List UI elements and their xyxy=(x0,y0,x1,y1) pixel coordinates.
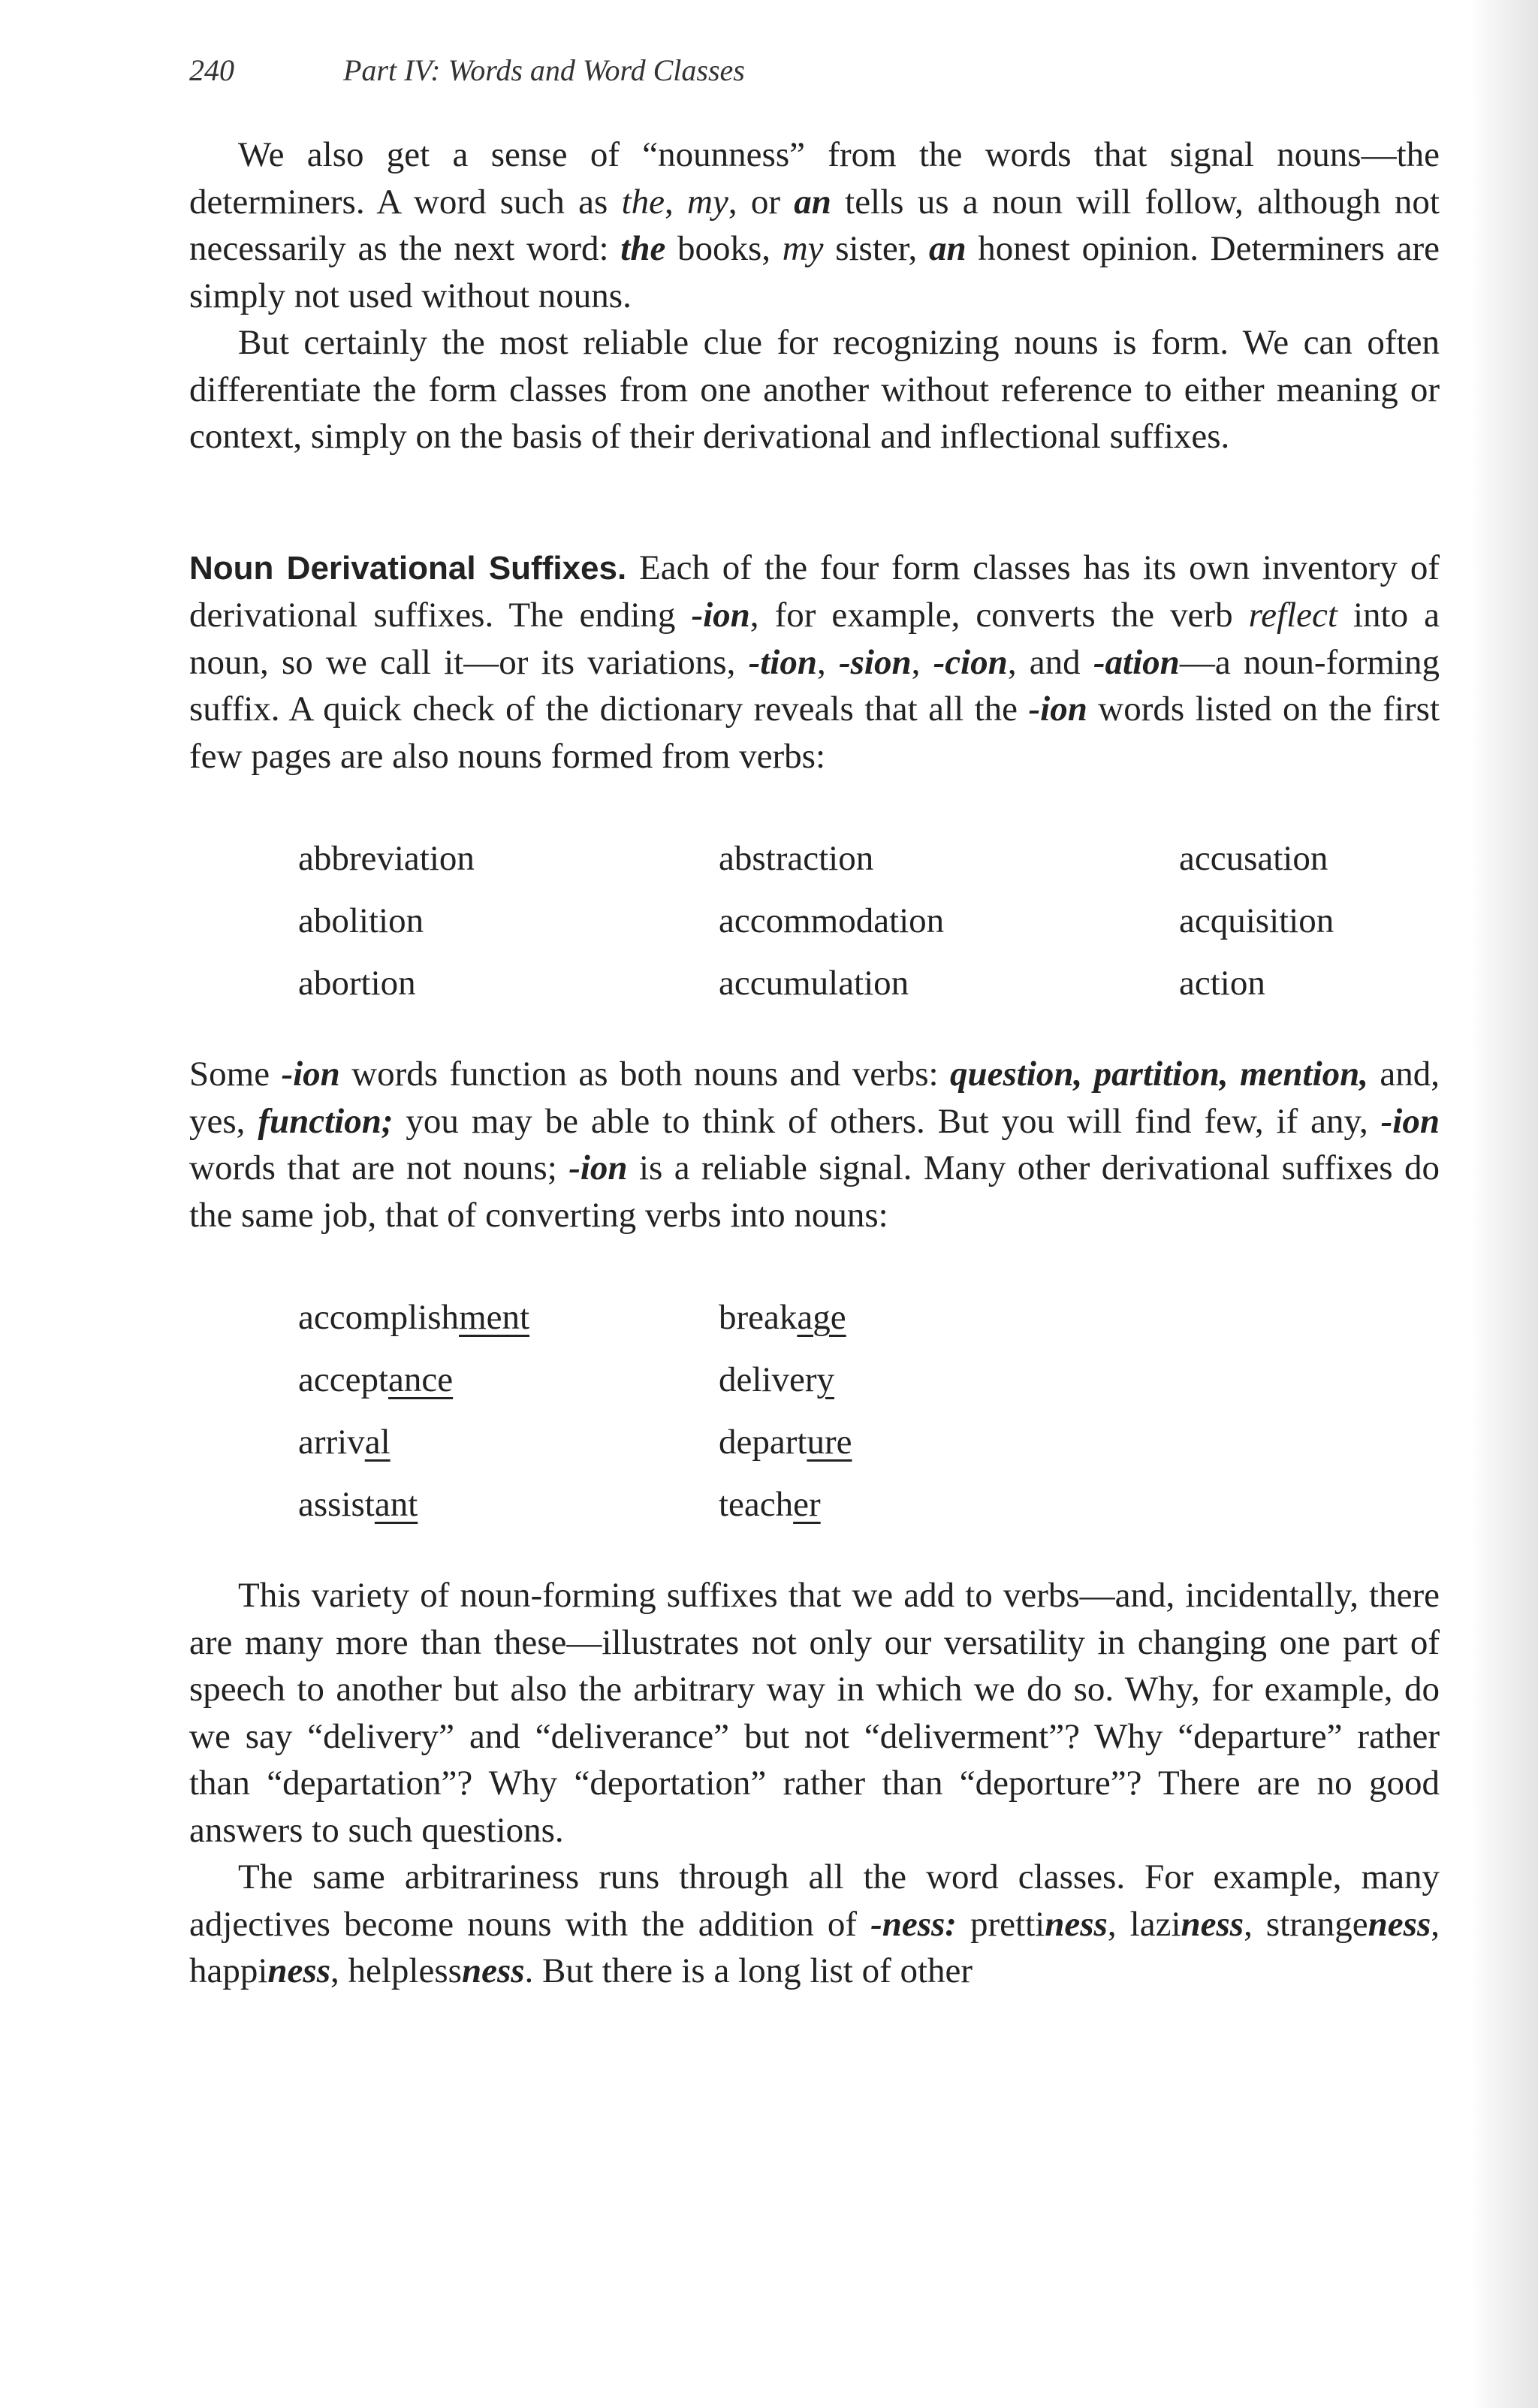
list-item: arrival xyxy=(298,1423,391,1462)
running-head xyxy=(189,53,1440,88)
running-title: Part IV: Words and Word Classes xyxy=(343,53,745,87)
suffix-underline: y xyxy=(816,1360,834,1399)
list-item: accumulation xyxy=(719,964,909,1003)
list-item: assistant xyxy=(298,1485,418,1524)
suffix-underline: ure xyxy=(807,1423,852,1462)
list-item: breakage xyxy=(719,1298,846,1337)
list-item: accommodation xyxy=(719,901,945,940)
list-item: abstraction xyxy=(719,839,874,878)
list-item: accomplishment xyxy=(298,1298,530,1337)
page-edge-shadow xyxy=(1470,0,1538,2408)
suffix-word-list xyxy=(189,1287,1440,1536)
paragraph-arbitrary-suffixes: This variety of noun-forming suffixes that we add to verbs—and, incidentally, there are many more than these—illustrates not only our versatility in changing one part of speech to another but also the arbitrary way in which we do so. Why, for example, do we say “delivery” and “deliverance” but not “deliverment”? Why “departure” rather than “departation”? Why “deportation” rather than “deporture”? There are no good answers to such questions. xyxy=(189,1576,1440,1850)
paragraph-determiners: We also get a sense of “nounness” from the words that signal nouns—the determiners. A word such as the, my, or an tells us a noun will follow, although not necessarily as the next word: the books, my sister, an honest opinion. Determiners are simply not used without nouns. xyxy=(189,135,1440,315)
page-number: 240 xyxy=(189,53,234,87)
paragraph-ness-suffix: The same arbitrariness runs through all the word classes. For example, many adjectives become nouns with the addition of -ness: prettiness, laziness, strangeness, happiness, helplessness. But there is a long list of other xyxy=(189,1857,1440,1990)
list-item: acquisition xyxy=(1179,901,1334,940)
list-item: action xyxy=(1179,964,1265,1003)
ion-word-list xyxy=(189,828,1440,1015)
list-item: abbreviation xyxy=(298,839,475,878)
list-item: abortion xyxy=(298,964,416,1003)
list-item: delivery xyxy=(719,1360,834,1399)
list-item: abolition xyxy=(298,901,424,940)
suffix-underline: ment xyxy=(459,1298,530,1337)
suffix-underline: ance xyxy=(388,1360,454,1399)
paragraph-ion-words: Some -ion words function as both nouns and verbs: question, partition, mention, and, yes, function; you may be able to think of others. But you will find few, if any, -ion words that are not nouns; -ion is a reliable signal. Many other derivational suffixes do the same job, that of converting verbs into nouns: xyxy=(189,1055,1440,1235)
list-item: acceptance xyxy=(298,1360,454,1399)
paragraph-form-clue: But certainly the most reliable clue for recognizing nouns is form. We can often differentiate the form classes from one another without reference to either meaning or context, simply on the basis of their derivational and inflectional suffixes. xyxy=(189,323,1440,456)
paragraph-noun-suffixes: Noun Derivational Suffixes. Each of the four form classes has its own inventory of derivational suffixes. The ending -ion, for example, converts the verb reflect into a noun, so we call it—or its variations, -tion, -sion, -cion, and -ation—a noun-forming suffix. A quick check of the dictionary reveals that all the -ion words listed on the first few pages are also nouns formed from verbs: xyxy=(189,548,1440,776)
suffix-underline: age xyxy=(797,1298,846,1337)
list-item: teacher xyxy=(719,1485,821,1524)
book-page xyxy=(189,53,1440,1995)
suffix-underline: al xyxy=(364,1423,391,1462)
suffix-underline: er xyxy=(793,1485,821,1524)
suffix-underline: ant xyxy=(374,1485,418,1524)
section-heading: Noun Derivational Suffixes. xyxy=(189,549,627,587)
list-item: departure xyxy=(719,1423,852,1462)
list-item: accusation xyxy=(1179,839,1328,878)
